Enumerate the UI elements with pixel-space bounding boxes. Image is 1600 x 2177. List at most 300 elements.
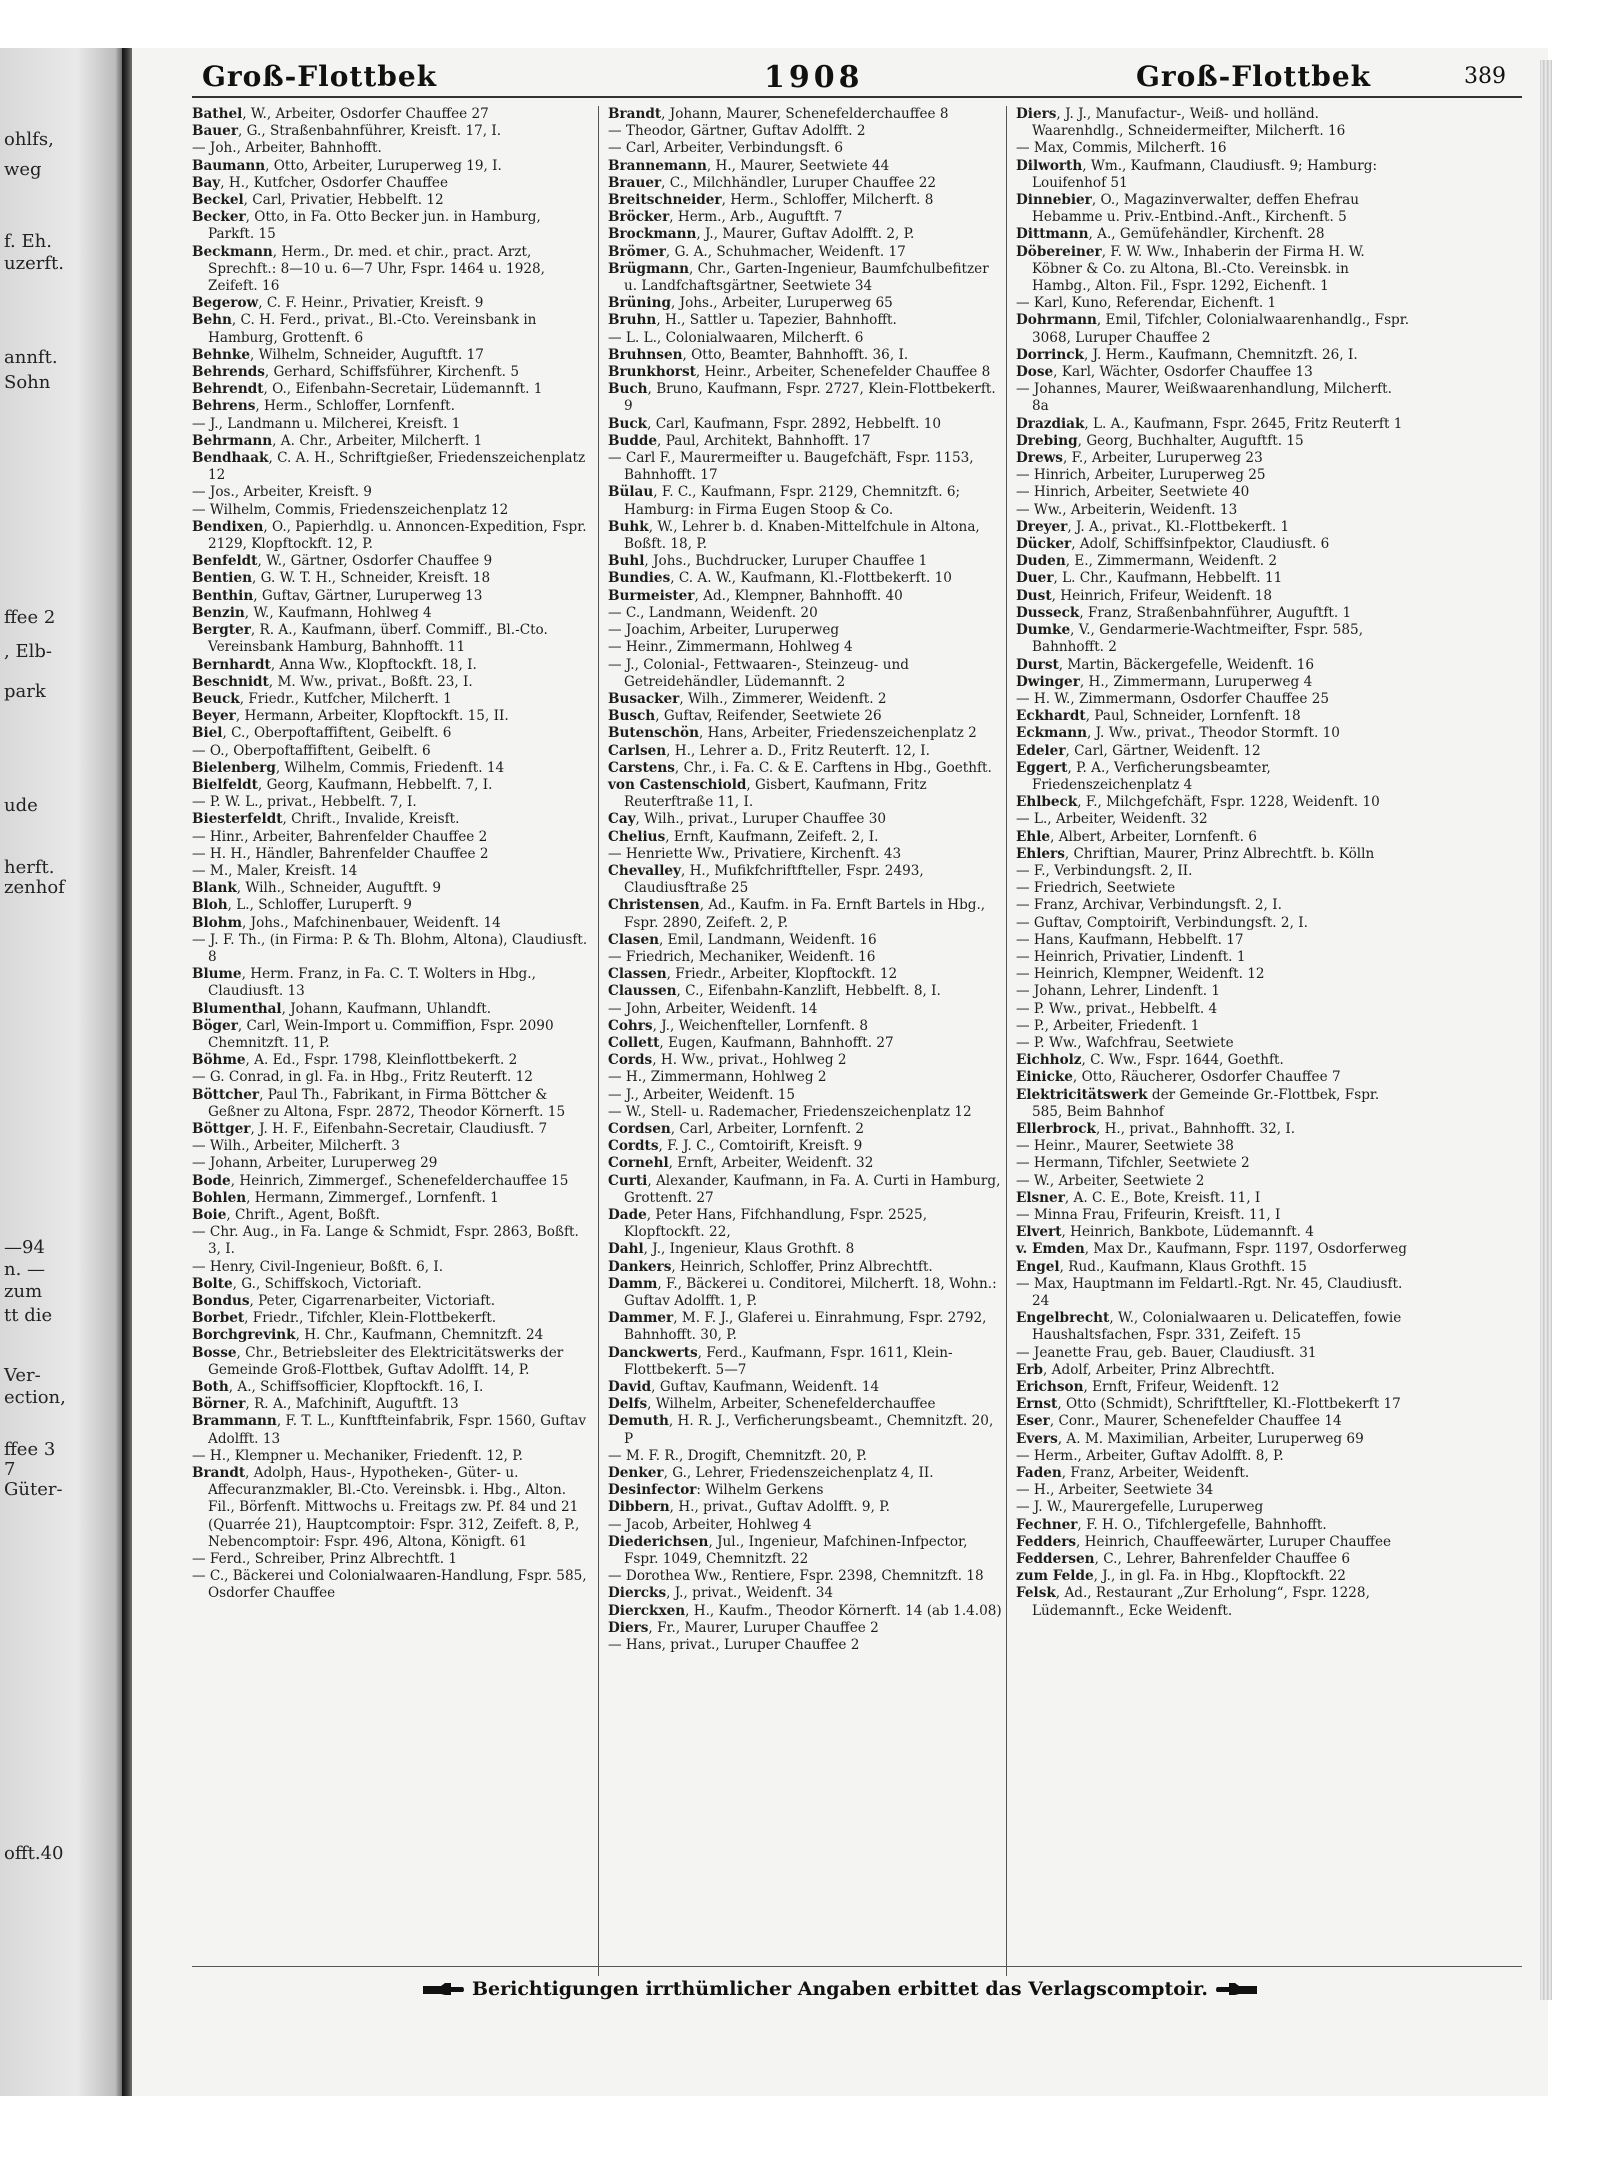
entry-surname: Dreyer <box>1016 518 1068 535</box>
directory-entry <box>1016 932 1412 949</box>
directory-entry <box>192 1448 588 1465</box>
entry-details: — Friedrich, Seetwiete <box>1016 880 1176 897</box>
entry-details: — L. L., Colonialwaaren, Milcherft. 6 <box>608 329 864 346</box>
entry-surname: Dilworth <box>1016 157 1083 174</box>
directory-entry <box>608 1241 1004 1258</box>
directory-entry <box>1016 1069 1412 1086</box>
entry-details: , G. A., Schuhmacher, Weidenft. 17 <box>665 243 906 260</box>
directory-entry <box>608 1396 1004 1413</box>
entry-details: , O., Papierhdlg. u. Annoncen-Expedition, Fspr. 2129, Klopftockft. 12, P. <box>208 518 587 553</box>
directory-entry <box>608 1482 1004 1499</box>
directory-entry <box>608 1276 1004 1310</box>
entry-details: , C. H. Ferd., privat., Bl.-Cto. Vereinsbank in Hamburg, Grottenft. 6 <box>208 312 537 346</box>
entry-details: , Bruno, Kaufmann, Fspr. 2727, Klein-Flottbekerft. 9 <box>624 381 996 415</box>
entry-details: , Franz, Straßenbahnführer, Auguftft. 1 <box>1079 604 1352 621</box>
directory-entry <box>1016 1155 1412 1172</box>
directory-entry <box>1016 1379 1412 1396</box>
directory-entry <box>192 691 588 708</box>
entry-details: der Gemeinde Gr.-Flottbek, Fspr. 585, Beim Bahnhof <box>1032 1086 1380 1120</box>
entry-details: , Peter Hans, Fifchhandlung, Fspr. 2525, Klopftockft. 22, <box>624 1207 928 1241</box>
entry-details: , O., Magazinverwalter, deffen Ehefrau Hebamme u. Priv.-Entbind.-Anft., Kirchenft. 5 <box>1032 192 1360 226</box>
pointing-hand-left-icon <box>1215 1982 1259 1998</box>
entry-details: , Gisbert, Kaufmann, Fritz Reuterftraße 11, I. <box>624 776 927 811</box>
entry-surname: Engelbrecht <box>1016 1310 1110 1327</box>
entry-details: — Ferd., Schreiber, Prinz Albrechtft. 1 <box>192 1551 458 1568</box>
directory-entry <box>1016 966 1412 983</box>
directory-entry <box>1016 106 1412 140</box>
entry-details: , Wilhelm, Schneider, Auguftft. 17 <box>249 346 484 363</box>
directory-entry <box>608 295 1004 312</box>
directory-entry <box>608 175 1004 192</box>
entry-details: — Heinrich, Privatier, Lindenft. 1 <box>1016 948 1246 965</box>
directory-entry <box>1016 1413 1412 1430</box>
entry-details: — Ww., Arbeiterin, Weidenft. 13 <box>1016 501 1238 518</box>
directory-entry <box>608 1585 1004 1602</box>
header-place-right: Groß-Flottbek <box>1136 60 1372 93</box>
entry-surname: v. Emden <box>1016 1241 1085 1258</box>
entry-details: , A., Gemüfehändler, Kirchenft. 28 <box>1088 226 1325 243</box>
left-page-fragment: annft. <box>4 347 58 368</box>
entry-surname: Benzin <box>192 604 245 621</box>
entry-surname: Engel <box>1016 1258 1060 1275</box>
entry-surname: Bay <box>192 174 221 191</box>
entry-details: , L., Schloffer, Luruperft. 9 <box>227 897 412 914</box>
entry-details: , Martin, Bäckergefelle, Weidenft. 16 <box>1058 656 1315 673</box>
entry-details: — Henriette Ww., Privatiere, Kirchenft. 43 <box>608 845 902 862</box>
entry-surname: Dorrinck <box>1016 346 1084 363</box>
directory-entry <box>192 553 588 570</box>
entry-details: , H., Zimmermann, Luruperweg 4 <box>1079 673 1313 690</box>
entry-surname: Dücker <box>1016 536 1072 553</box>
entry-surname: von Castenschiold <box>608 776 747 793</box>
entry-details: — Friedrich, Mechaniker, Weidenft. 16 <box>608 948 876 965</box>
entry-details: — H. H., Händler, Bahrenfelder Chauffee 2 <box>192 845 489 862</box>
entry-details: , Herm., Schloffer, Lornfenft. <box>255 398 455 415</box>
entry-details: , F., Arbeiter, Luruperweg 23 <box>1062 450 1263 467</box>
entry-surname: Demuth <box>608 1413 669 1430</box>
entry-surname: Dittmann <box>1016 226 1089 243</box>
directory-entry <box>1016 1465 1412 1482</box>
entry-surname: Börner <box>192 1396 246 1413</box>
entry-surname: Clasen <box>608 931 659 948</box>
entry-surname: Beyer <box>192 708 236 725</box>
entry-surname: Blank <box>192 880 237 897</box>
directory-entry <box>192 1413 588 1447</box>
directory-entry <box>1016 794 1412 811</box>
directory-entry <box>608 1620 1004 1637</box>
directory-entry <box>1016 949 1412 966</box>
directory-entry <box>608 1345 1004 1379</box>
directory-entry <box>608 846 1004 863</box>
entry-details: , Herm., Arb., Auguftft. 7 <box>669 209 843 226</box>
entry-surname: Behrmann <box>192 432 273 449</box>
entry-surname: Bruhnsen <box>608 346 683 363</box>
entry-details: — Hans, privat., Luruper Chauffee 2 <box>608 1637 860 1654</box>
directory-entry <box>608 897 1004 931</box>
column-divider <box>598 106 599 1976</box>
directory-entry <box>192 1121 588 1138</box>
directory-entry <box>1016 1482 1412 1499</box>
entry-surname: Feddersen <box>1016 1551 1095 1568</box>
directory-entry <box>608 1018 1004 1035</box>
directory-entry <box>192 915 588 932</box>
entry-surname: Begerow <box>192 295 259 312</box>
entry-details: , Georg, Kaufmann, Hebbelft. 7, I. <box>257 776 493 793</box>
directory-column-3 <box>1016 106 1412 1620</box>
entry-details: — G. Conrad, in gl. Fa. in Hbg., Fritz Reuterft. 12 <box>192 1069 533 1086</box>
entry-details: — J. F. Th., (in Firma: P. & Th. Blohm, Altona), Claudiusft. 8 <box>192 931 588 965</box>
entry-details: , H., Lehrer a. D., Fritz Reuterft. 12, I. <box>666 742 930 759</box>
directory-entry <box>1016 983 1412 1000</box>
entry-surname: Boie <box>192 1207 227 1223</box>
directory-entry <box>192 1224 588 1258</box>
entry-details: , M. Ww., privat., Boßft. 23, I. <box>268 673 473 690</box>
entry-details: , F. W. Ww., Inhaberin der Firma H. W. Köbner & Co. zu Altona, Bl.-Cto. Vereinsbk. in Hambg., Alton. Fil., Fspr. 1292, Eichenft. 1 <box>1032 243 1365 295</box>
entry-surname: Ehlbeck <box>1016 794 1078 811</box>
directory-entry <box>1016 192 1412 226</box>
entry-details: — Heinrich, Klempner, Weidenft. 12 <box>1016 966 1265 983</box>
entry-details: , Guftav, Gärtner, Luruperweg 13 <box>253 587 483 604</box>
directory-entry <box>192 381 588 398</box>
entry-surname: Dankers <box>608 1258 672 1275</box>
entry-details: , Ad., Restaurant „Zur Erholung“, Fspr. 1228, Lüdemannft., Ecke Weidenft. <box>1032 1585 1370 1619</box>
directory-entry <box>192 192 588 209</box>
entry-details: — O., Oberpoftaffiftent, Geibelft. 6 <box>192 742 431 759</box>
entry-details: , Chr., Garten-Ingenieur, Baumfchulbefitzer u. Landfchaftsgärtner, Seetwiete 34 <box>624 260 989 295</box>
entry-surname: Faden <box>1016 1465 1062 1482</box>
entry-surname: Cay <box>608 811 636 828</box>
directory-entry <box>608 949 1004 966</box>
entry-details: , Wilh., Zimmerer, Weidenft. 2 <box>679 690 887 707</box>
directory-entry <box>1016 1173 1412 1190</box>
directory-entry <box>1016 450 1412 467</box>
entry-details: , Eugen, Kaufmann, Bahnhofft. 27 <box>659 1034 894 1051</box>
directory-entry <box>608 347 1004 364</box>
footer-text: Berichtigungen irrthümlicher Angaben erbittet das Verlagscomptoir. <box>471 1978 1209 2000</box>
directory-entry <box>1016 364 1412 381</box>
entry-surname: Borbet <box>192 1310 245 1327</box>
entry-surname: Bendhaak <box>192 450 269 467</box>
directory-entry <box>608 691 1004 708</box>
entry-surname: Diers <box>1016 106 1057 122</box>
left-page-fragment: weg <box>4 159 42 180</box>
entry-details: , V., Gendarmerie-Wachtmeifter, Fspr. 585, Bahnhofft. 2 <box>1032 622 1364 656</box>
entry-details: — M. F. R., Drogift, Chemnitzft. 20, P. <box>608 1447 868 1464</box>
entry-details: , W., Lehrer b. d. Knaben-Mittelfchule in Altona, Boßft. 18, P. <box>624 518 980 553</box>
entry-surname: Evers <box>1016 1430 1058 1447</box>
directory-entry <box>192 1155 588 1172</box>
directory-entry <box>608 484 1004 518</box>
entry-surname: Brunkhorst <box>608 364 696 381</box>
directory-entry <box>192 1276 588 1293</box>
entry-details: , F., Bäckerei u. Conditorei, Milcherft. 18, Wohn.: Guftav Adolfft. 1, P. <box>624 1275 997 1310</box>
entry-surname: Cordts <box>608 1138 659 1155</box>
entry-surname: Cords <box>608 1052 653 1069</box>
entry-surname: Busch <box>608 708 656 725</box>
entry-surname: Edeler <box>1016 742 1066 759</box>
entry-details: — Joh., Arbeiter, Bahnhofft. <box>192 140 382 157</box>
directory-entry <box>608 209 1004 226</box>
directory-entry <box>608 244 1004 261</box>
entry-details: , Herm., Schloffer, Milcherft. 8 <box>721 192 934 209</box>
directory-entry <box>192 398 588 415</box>
directory-entry <box>192 106 588 123</box>
directory-entry <box>192 1551 588 1568</box>
directory-entry <box>192 1052 588 1069</box>
directory-entry <box>608 450 1004 484</box>
directory-entry <box>608 330 1004 347</box>
directory-entry <box>192 863 588 880</box>
directory-page <box>132 48 1548 2096</box>
directory-entry <box>1016 433 1412 450</box>
entry-details: , J., privat., Weidenft. 34 <box>666 1585 834 1602</box>
entry-details: , F. H. O., Tifchlergefelle, Bahnhofft. <box>1077 1516 1327 1533</box>
entry-surname: Ellerbrock <box>1016 1120 1096 1137</box>
directory-entry <box>192 312 588 346</box>
entry-surname: Diederichsen <box>608 1533 709 1550</box>
entry-details: , Hermann, Zimmergef., Lornfenft. 1 <box>246 1189 499 1206</box>
left-page-fragment: herft. <box>4 857 55 878</box>
entry-surname: Fedders <box>1016 1533 1077 1550</box>
directory-entry <box>608 1155 1004 1172</box>
directory-entry <box>608 725 1004 742</box>
entry-details: , A. Ed., Fspr. 1798, Kleinflottbekerft. 2 <box>245 1052 518 1069</box>
entry-details: , G., Schiffskoch, Victoriaft. <box>232 1275 422 1292</box>
directory-entry <box>608 863 1004 897</box>
entry-surname: Behn <box>192 312 232 329</box>
directory-entry <box>192 1207 588 1224</box>
entry-details: , Friedr., Tifchler, Klein-Flottbekerft. <box>244 1310 497 1327</box>
entry-details: , Heinrich, Frifeur, Weidenft. 18 <box>1051 587 1273 604</box>
directory-entry <box>1016 1551 1412 1568</box>
directory-entry <box>608 106 1004 123</box>
entry-surname: Beuck <box>192 690 240 707</box>
entry-details: , F. C., Kaufmann, Fspr. 2129, Chemnitzft. 6; Hamburg: in Firma Eugen Stoop & Co. <box>624 484 961 518</box>
entry-details: , F., Milchgefchäft, Fspr. 1228, Weidenft. 10 <box>1077 794 1380 811</box>
directory-entry <box>192 364 588 381</box>
entry-details: , Heinrich, Schloffer, Prinz Albrechtft. <box>671 1258 933 1275</box>
directory-entry <box>1016 1310 1412 1344</box>
entry-surname: Böttcher <box>192 1086 260 1103</box>
entry-details: , W., Kaufmann, Hohlweg 4 <box>244 604 432 621</box>
page-header <box>132 60 1548 100</box>
entry-details: , Hermann, Arbeiter, Klopftockft. 15, II. <box>235 708 509 725</box>
entry-details: — Hans, Kaufmann, Hebbelft. 17 <box>1016 931 1244 948</box>
directory-entry <box>192 1018 588 1052</box>
entry-details: — Johann, Lehrer, Lindenft. 1 <box>1016 983 1220 1000</box>
directory-entry <box>1016 553 1412 570</box>
entry-details: , Guftav, Reifender, Seetwiete 26 <box>655 708 882 725</box>
entry-details: , L. A., Kaufmann, Fspr. 2645, Fritz Reuterft 1 <box>1084 415 1403 432</box>
entry-details: — Joachim, Arbeiter, Luruperweg <box>608 622 840 639</box>
directory-entry <box>1016 1241 1412 1258</box>
entry-surname: Both <box>192 1379 229 1396</box>
entry-surname: Dohrmann <box>1016 312 1097 329</box>
directory-entry <box>608 1001 1004 1018</box>
entry-details: — Hinr., Arbeiter, Bahrenfelder Chauffee 2 <box>192 828 488 845</box>
entry-surname: Blohm <box>192 914 242 931</box>
directory-entry <box>192 588 588 605</box>
directory-entry <box>608 1052 1004 1069</box>
entry-surname: Einicke <box>1016 1069 1073 1086</box>
directory-entry <box>1016 1534 1412 1551</box>
directory-entry <box>1016 502 1412 519</box>
entry-surname: Böger <box>192 1017 238 1034</box>
entry-details: , Emil, Landmann, Weidenft. 16 <box>658 931 877 948</box>
directory-entry <box>1016 1087 1412 1121</box>
entry-details: , J., Weichenfteller, Lornfenft. 8 <box>652 1017 869 1034</box>
entry-surname: Elektricitätswerk <box>1016 1086 1148 1103</box>
entry-details: — C., Landmann, Weidenft. 20 <box>608 604 818 621</box>
directory-entry <box>1016 519 1412 536</box>
entry-surname: Drazdiak <box>1016 415 1085 432</box>
directory-entry <box>1016 226 1412 243</box>
directory-entry <box>192 1465 588 1551</box>
entry-details: , C., Milchhändler, Luruper Chauffee 22 <box>661 174 936 191</box>
entry-details: — J. W., Maurergefelle, Luruperweg <box>1016 1499 1264 1516</box>
pointing-hand-right-icon <box>421 1982 465 1998</box>
left-page-fragment: f. Eh. <box>4 231 52 252</box>
directory-entry <box>192 295 588 312</box>
entry-details: — H., Arbeiter, Seetwiete 34 <box>1016 1482 1214 1499</box>
directory-entry <box>1016 1052 1412 1069</box>
directory-entry <box>192 605 588 622</box>
entry-details: , Georg, Buchhalter, Auguftft. 15 <box>1077 432 1304 449</box>
directory-entry <box>1016 811 1412 828</box>
directory-entry <box>192 880 588 897</box>
entry-surname: Brüning <box>608 295 671 312</box>
entry-surname: Drebing <box>1016 432 1078 449</box>
directory-entry <box>1016 1396 1412 1413</box>
directory-entry <box>1016 846 1412 863</box>
directory-entry <box>1016 657 1412 674</box>
entry-details: — Carl F., Maurermeifter u. Baugefchäft, Fspr. 1153, Bahnhofft. 17 <box>608 450 974 484</box>
entry-surname: Bielenberg <box>192 759 276 776</box>
entry-surname: Beschnidt <box>192 673 269 690</box>
entry-surname: Dibbern <box>608 1499 670 1516</box>
entry-details: , Otto, in Fa. Otto Becker jun. in Hamburg, Parkft. 15 <box>208 209 541 243</box>
entry-surname: Butenschön <box>608 725 699 742</box>
entry-details: , H., Sattler u. Tapezier, Bahnhofft. <box>656 312 897 329</box>
entry-surname: Bundies <box>608 570 671 587</box>
entry-surname: Eggert <box>1016 759 1068 776</box>
entry-surname: Becker <box>192 209 246 226</box>
entry-surname: Biel <box>192 725 223 742</box>
directory-entry <box>608 983 1004 1000</box>
entry-details: , Otto, Beamter, Bahnhofft. 36, I. <box>682 346 909 363</box>
entry-details: , Wilhelm, Arbeiter, Schenefelderchauffee <box>647 1396 936 1413</box>
directory-entry <box>1016 158 1412 192</box>
entry-details: — W., Arbeiter, Seetwiete 2 <box>1016 1172 1205 1189</box>
entry-details: , Ad., Kaufm. in Fa. Ernft Bartels in Hbg., Fspr. 2890, Zeifeft. 2, P. <box>624 897 986 931</box>
directory-entry <box>608 1207 1004 1241</box>
entry-details: , C. Ww., Fspr. 1644, Goethft. <box>1081 1052 1284 1069</box>
entry-details: , H., Kaufm., Theodor Körnerft. 14 (ab 1.4.08) <box>685 1602 1002 1619</box>
directory-entry <box>608 381 1004 415</box>
entry-details: , Ernft, Kaufmann, Zeifeft. 2, I. <box>665 828 879 845</box>
entry-details: , Otto, Räucherer, Osdorfer Chauffee 7 <box>1072 1069 1341 1086</box>
directory-entry <box>608 605 1004 622</box>
header-place-left: Groß-Flottbek <box>202 60 438 93</box>
directory-entry <box>1016 880 1412 897</box>
entry-details: , Chrift., Agent, Boßft. <box>226 1207 380 1223</box>
entry-surname: David <box>608 1379 652 1396</box>
directory-entry <box>608 1121 1004 1138</box>
directory-entry <box>608 1465 1004 1482</box>
entry-details: , J. Ww., privat., Theodor Stormft. 10 <box>1087 725 1340 742</box>
directory-entry <box>1016 570 1412 587</box>
entry-details: , H., Mufikfchriftfteller, Fspr. 2493, Claudiusftraße 25 <box>624 862 924 897</box>
directory-entry <box>192 1138 588 1155</box>
entry-details: , J., Ingenieur, Klaus Grothft. 8 <box>643 1241 855 1258</box>
directory-entry <box>1016 588 1412 605</box>
entry-details: , G., Lehrer, Friedenszeichenplatz 4, II. <box>663 1465 934 1482</box>
entry-details: — Hinrich, Arbeiter, Seetwiete 40 <box>1016 484 1250 501</box>
entry-surname: Brauer <box>608 174 662 191</box>
entry-surname: Dusseck <box>1016 604 1080 621</box>
directory-entry <box>192 622 588 656</box>
entry-details: , O., Eifenbahn-Secretair, Lüdemannft. 1 <box>263 381 543 398</box>
directory-entry <box>192 1345 588 1379</box>
entry-surname: Bathel <box>192 106 243 122</box>
entry-details: , W., Gärtner, Osdorfer Chauffee 9 <box>257 553 493 570</box>
entry-details: , Johann, Maurer, Schenefelderchauffee 8 <box>661 106 949 122</box>
entry-details: — J., Arbeiter, Weidenft. 15 <box>608 1086 796 1103</box>
directory-entry <box>192 725 588 742</box>
entry-details: , Chr., Betriebsleiter des Elektricitätswerks der Gemeinde Groß-Flottbek, Guftav Adolfft. 14, P. <box>208 1344 564 1378</box>
entry-details: , Johs., Buchdrucker, Luruper Chauffee 1 <box>644 553 928 570</box>
directory-entry <box>192 657 588 674</box>
entry-details: , H. R. J., Verficherungsbeamt., Chemnitzft. 20, P <box>624 1413 994 1447</box>
entry-surname: Bloh <box>192 897 228 914</box>
directory-entry <box>192 760 588 777</box>
left-page-fragment: Güter- <box>4 1479 63 1500</box>
directory-entry <box>608 588 1004 605</box>
entry-surname: Carstens <box>608 759 675 776</box>
entry-details: — Max, Hauptmann im Feldartl.-Rgt. Nr. 45, Claudiusft. 24 <box>1016 1275 1403 1310</box>
page-stack-edge <box>1540 60 1552 2000</box>
entry-surname: Desinfector <box>608 1482 697 1499</box>
entry-surname: Benfeldt <box>192 553 258 570</box>
entry-details: , Otto (Schmidt), Schriftfteller, Kl.-Flottbekerft 17 <box>1057 1396 1401 1413</box>
left-page-fragment: zenhof <box>4 877 65 898</box>
entry-surname: Bolte <box>192 1275 233 1292</box>
entry-details: , H., Maurer, Seetwiete 44 <box>706 157 890 174</box>
directory-entry <box>608 811 1004 828</box>
directory-entry <box>1016 1276 1412 1310</box>
directory-entry <box>192 743 588 760</box>
directory-entry <box>192 708 588 725</box>
entry-details: — Jacob, Arbeiter, Hohlweg 4 <box>608 1516 812 1533</box>
directory-entry <box>1016 897 1412 914</box>
entry-details: , J., Maurer, Guftav Adolfft. 2, P. <box>696 226 915 243</box>
entry-details: — John, Arbeiter, Weidenft. 14 <box>608 1000 818 1017</box>
entry-surname: Buch <box>608 381 648 398</box>
entry-details: , L. Chr., Kaufmann, Hebbelft. 11 <box>1053 570 1283 587</box>
entry-surname: Ernst <box>1016 1396 1058 1413</box>
entry-surname: Duden <box>1016 553 1066 570</box>
entry-details: — Hermann, Tifchler, Seetwiete 2 <box>1016 1155 1250 1172</box>
directory-entry <box>192 1190 588 1207</box>
entry-details: , H., privat., Guftav Adolfft. 9, P. <box>669 1499 890 1516</box>
directory-entry <box>608 966 1004 983</box>
directory-entry <box>1016 1345 1412 1362</box>
left-page-fragment: ection, <box>4 1387 66 1408</box>
directory-entry <box>192 519 588 553</box>
entry-surname: Eser <box>1016 1413 1050 1430</box>
footer-rule <box>192 1966 1522 1967</box>
directory-entry <box>192 674 588 691</box>
